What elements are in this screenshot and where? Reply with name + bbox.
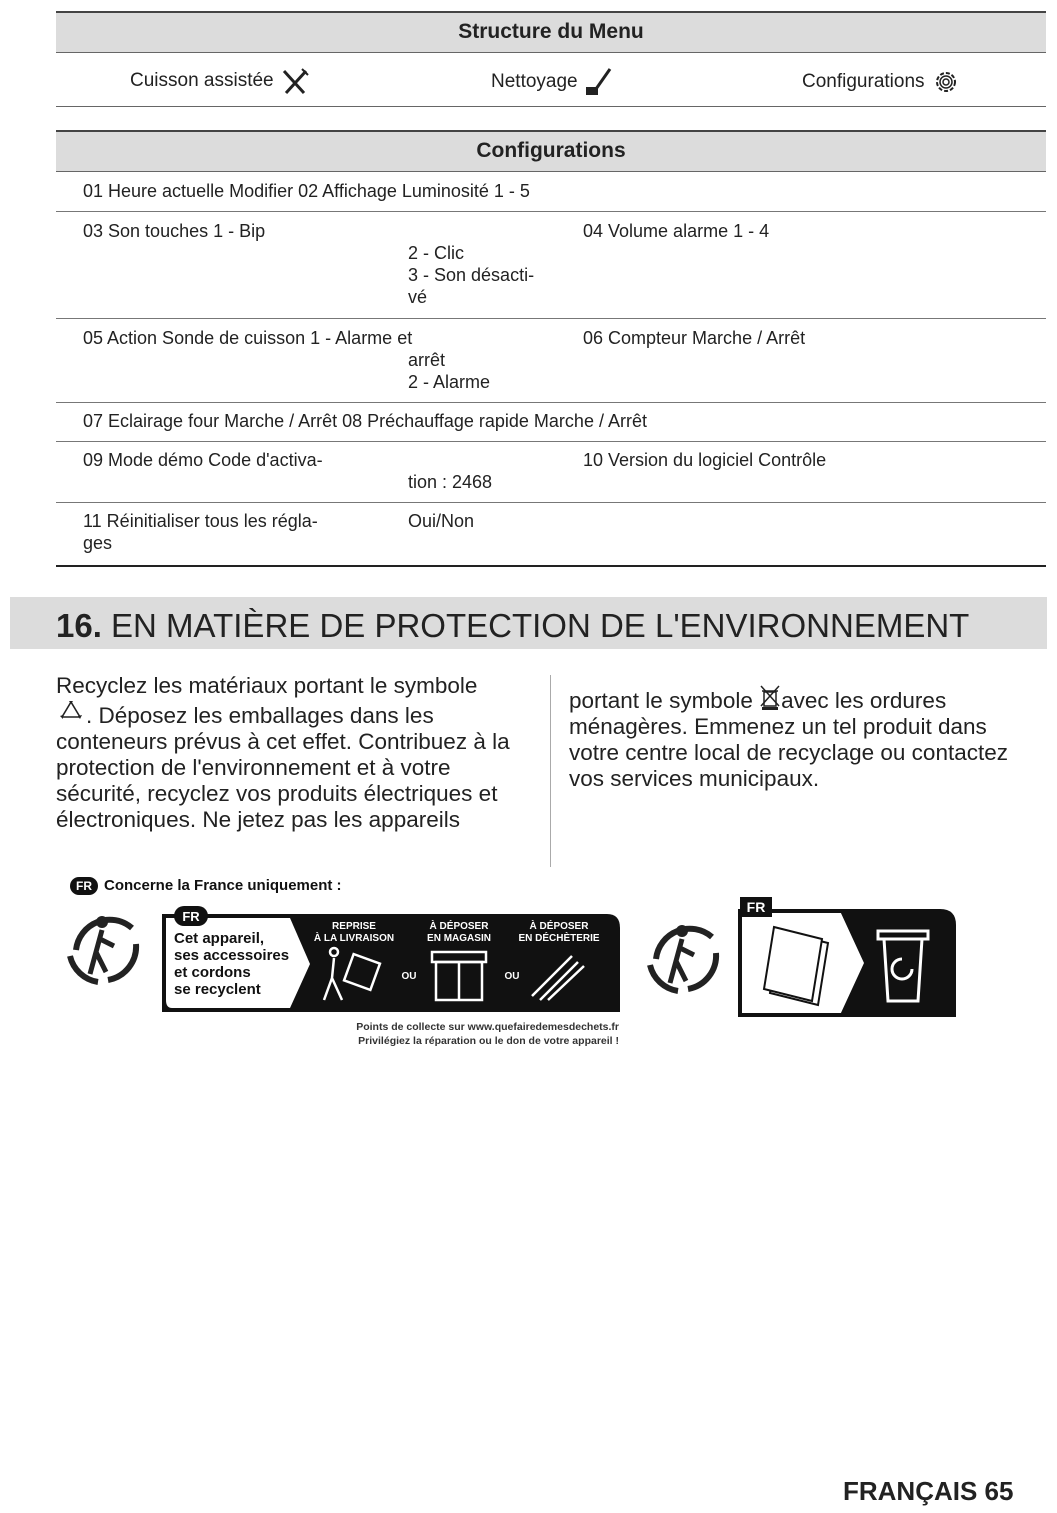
page-footer: FRANÇAIS 65 [843,1476,1014,1506]
gear-icon [931,67,961,97]
menu-item-cuisson [130,67,310,95]
left-paragraph-line1: Recyclez les matériaux portant le symbole [56,673,478,698]
crossed-bin-icon [759,684,781,710]
svg-text:FR: FR [746,899,766,915]
cell-options: Oui/Non [408,511,475,531]
svg-text:Cet appareil,: Cet appareil, [174,930,265,947]
menu-item-configurations [802,67,961,97]
svg-text:REPRISE: REPRISE [332,921,376,932]
right-paragraph [569,684,1039,792]
cell-setting: 07 Eclairage four Marche / Arrêt 08 Préchauffage rapide Marche / Arrêt [83,411,647,431]
svg-text:Privilégiez la réparation ou l: Privilégiez la réparation ou le don de votre appareil ! [358,1035,619,1047]
cell-setting: 05 Action Sonde de cuisson 1 - Alarme et [83,328,413,348]
cell-options: tion : 2468 [408,472,493,492]
configurations-title: Configurations [56,130,1046,172]
left-paragraph [56,673,538,833]
france-note-text: Concerne la France uniquement : [104,877,342,894]
menu-item-nettoyage [491,67,614,97]
paper-stack-icon [764,927,828,1005]
menu-item-label: Configurations [802,71,925,92]
menu-structure-row [56,53,1046,107]
triman-icon [650,925,716,991]
svg-text:À DÉPOSER: À DÉPOSER [529,921,589,932]
svg-text:À DÉPOSER: À DÉPOSER [429,921,489,932]
section-number: 16. [56,607,102,644]
triman-paper-logo [640,893,960,1018]
table-row [56,403,1046,442]
cell-setting-right: 10 Version du logiciel Contrôle [583,450,827,470]
svg-text:ses accessoires: ses accessoires [174,947,290,964]
table-row [56,503,1046,567]
menu-structure-title: Structure du Menu [56,11,1046,53]
column-divider [550,675,551,867]
section-title [56,606,969,646]
menu-item-label: Cuisson assistée [130,70,274,91]
left-paragraph-rest: . Déposez les emballages dans les conteneurs prévus à cet effet. Contribuez à la protection de l'environnement et à votre sécurité, recyclez vos produits électriques et électroniques. Ne jetez pas les appareils [56,703,510,832]
triman-electrical-logo [62,900,628,1052]
svg-text:À LA LIVRAISON: À LA LIVRAISON [313,933,395,944]
svg-text:Points de collecte sur www.que: Points de collecte sur www.quefairedemesdechets.fr [356,1021,619,1033]
fr-badge: FR [70,877,98,895]
right-paragraph-rest: avec les ordures ménagères. Emmenez un tel produit dans votre centre local de recyclage ou contactez vos services municipaux. [569,688,1008,791]
svg-text:EN DÉCHÈTERIE: EN DÉCHÈTERIE [518,933,600,944]
svg-text:se recyclent: se recyclent [174,981,261,998]
france-note [70,877,342,895]
brush-icon [584,67,614,97]
svg-text:et cordons: et cordons [174,964,251,981]
cell-setting: 01 Heure actuelle Modifier 02 Affichage Luminosité 1 - 5 [83,181,530,201]
cell-options: 2 - Clic 3 - Son désacti- vé [408,243,535,307]
recycle-icon [56,699,86,725]
right-paragraph-start: portant le symbole [569,688,760,713]
cell-setting: 09 Mode démo Code d'activa- [83,450,323,470]
table-row [56,319,1046,403]
menu-item-label: Nettoyage [491,71,578,92]
triman-icon [70,916,136,982]
table-row [56,442,1046,503]
cell-setting-right: 06 Compteur Marche / Arrêt [583,328,806,348]
table-row [56,212,1046,319]
section-heading: EN MATIÈRE DE PROTECTION DE L'ENVIRONNEMENT [111,607,970,644]
svg-text:OU: OU [401,971,417,982]
svg-text:FR: FR [182,909,200,924]
utensils-icon [280,67,310,95]
cell-setting-right: 04 Volume alarme 1 - 4 [583,221,770,241]
cell-setting: 11 Réinitialiser tous les régla- ges [83,511,318,553]
svg-text:EN MAGASIN: EN MAGASIN [427,933,491,944]
cell-options: arrêt 2 - Alarme [408,350,491,392]
svg-text:OU: OU [504,971,520,982]
table-row [56,172,1046,212]
cell-setting: 03 Son touches 1 - Bip [83,221,266,241]
